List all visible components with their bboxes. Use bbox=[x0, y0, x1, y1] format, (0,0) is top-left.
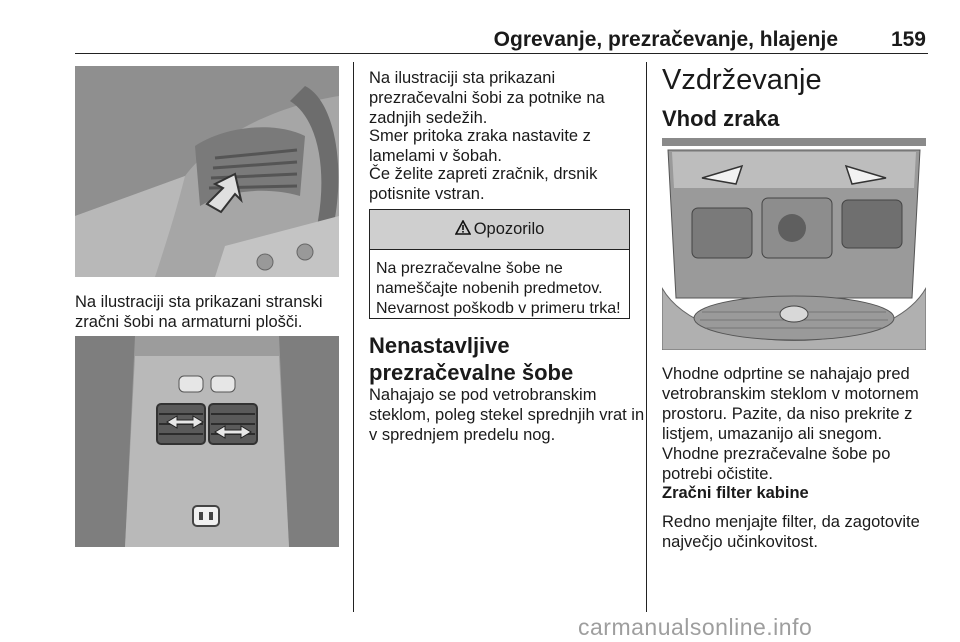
heading-line: Nenastavljive bbox=[369, 333, 510, 358]
paragraph-fixed-vents bbox=[369, 385, 644, 445]
rear-vents-illustration bbox=[75, 336, 339, 547]
text-line: vetrobranskim steklom v motornem bbox=[662, 385, 919, 403]
section-heading-air-intake: Vhod zraka bbox=[662, 106, 780, 131]
subheading-cabin-filter: Zračni filter kabine bbox=[662, 484, 809, 502]
text-line: Na ilustraciji sta prikazani bbox=[369, 69, 556, 87]
paragraph-cabin-filter bbox=[662, 512, 920, 552]
watermark: carmanualsonline.info bbox=[578, 614, 813, 640]
column-divider-1 bbox=[353, 62, 354, 612]
text-line: zadnjih sedežih. bbox=[369, 109, 488, 127]
header-title: Ogrevanje, prezračevanje, hlajenje bbox=[493, 28, 838, 51]
engine-bay-illustration bbox=[662, 138, 926, 350]
warning-box bbox=[369, 209, 630, 319]
page-number: 159 bbox=[890, 28, 926, 51]
warning-title: Opozorilo bbox=[473, 220, 545, 238]
section-heading-fixed-vents bbox=[369, 332, 573, 386]
text-line: Redno menjajte filter, da zagotovite bbox=[662, 513, 920, 531]
text-line: potrebi očistite. bbox=[662, 465, 773, 483]
text-line: prostoru. Pazite, da niso prekrite z bbox=[662, 405, 913, 423]
text-line: listjem, umazanijo ali snegom. bbox=[662, 425, 883, 443]
warning-header bbox=[370, 210, 629, 250]
paragraph-air-intake bbox=[662, 364, 919, 484]
column-divider-2 bbox=[646, 62, 647, 612]
paragraph-rear-vents bbox=[369, 68, 605, 128]
dashboard-side-vent-illustration bbox=[75, 66, 339, 277]
text-line: Smer pritoka zraka nastavite z bbox=[369, 127, 591, 145]
text-line: lamelami v šobah. bbox=[369, 147, 502, 165]
text-line: steklom, poleg stekel sprednjih vrat in bbox=[369, 406, 645, 424]
text-line: Vhodne prezračevalne šobe po bbox=[662, 445, 891, 463]
header-rule bbox=[75, 53, 928, 54]
text-line: potisnite vstran. bbox=[369, 185, 485, 203]
heading-line: prezračevalne šobe bbox=[369, 360, 574, 385]
text-line: Nevarnost poškodb v primeru trka! bbox=[376, 300, 621, 317]
caption-line: zračni šobi na armaturni plošči. bbox=[75, 313, 303, 331]
warning-triangle-icon bbox=[455, 220, 471, 240]
text-line: največjo učinkovitost. bbox=[662, 533, 818, 551]
text-line: Na prezračevalne šobe ne bbox=[376, 260, 563, 277]
paragraph-close-vent bbox=[369, 164, 597, 204]
paragraph-airflow-direction bbox=[369, 126, 591, 166]
text-line: Če želite zapreti zračnik, drsnik bbox=[369, 165, 598, 183]
text-line: Vhodne odprtine se nahajajo pred bbox=[662, 365, 910, 383]
text-line: v sprednjem predelu nog. bbox=[369, 426, 556, 444]
figure-caption-dashboard bbox=[75, 292, 323, 332]
section-title-maintenance: Vzdrževanje bbox=[662, 64, 822, 96]
text-line: nameščajte nobenih predmetov. bbox=[376, 280, 603, 297]
text-line: Nahajajo se pod vetrobranskim bbox=[369, 386, 597, 404]
text-line: prezračevalni šobi za potnike na bbox=[369, 89, 605, 107]
warning-body bbox=[370, 250, 629, 319]
page-header bbox=[75, 28, 928, 52]
caption-line: Na ilustraciji sta prikazani stranski bbox=[75, 293, 323, 311]
